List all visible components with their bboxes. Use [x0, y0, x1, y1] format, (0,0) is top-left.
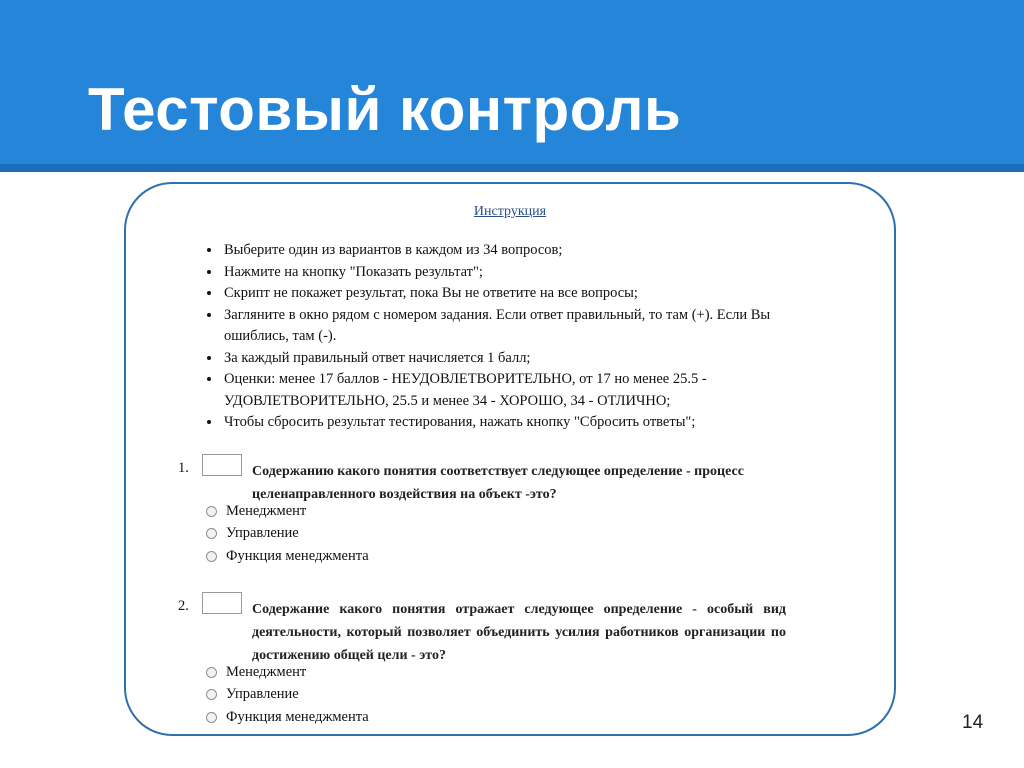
- question-text: Содержанию какого понятия соответствует следующее определение - процесс целенаправленного воздействия на объект -это?: [252, 464, 744, 502]
- answer-option[interactable]: [206, 706, 369, 729]
- instruction-item: • Оценки: менее 17 баллов - НЕУДОВЛЕТВОРИТЕЛЬНО, от 17 но менее 25.5 - УДОВЛЕТВОРИТЕЛЬНО, 25.5 и менее 34 - ХОРОШО, 34 - ОТЛИЧНО;: [222, 369, 832, 412]
- instruction-item: • За каждый правильный ответ начисляется 1 балл;: [222, 348, 832, 370]
- radio-button[interactable]: [206, 689, 217, 700]
- answer-option[interactable]: [206, 661, 369, 684]
- instructions-list: [204, 240, 832, 434]
- instruction-item: • Нажмите на кнопку "Показать результат";: [222, 262, 832, 284]
- answer-result-box: [202, 454, 242, 476]
- answer-result-box: [202, 592, 242, 614]
- answer-option[interactable]: [206, 500, 369, 523]
- option-label: Функция менеджмента: [226, 547, 369, 564]
- option-label: Менеджмент: [226, 502, 307, 519]
- answer-options: [206, 661, 369, 729]
- option-label: Менеджмент: [226, 663, 307, 680]
- header-divider: [0, 164, 1024, 172]
- radio-button[interactable]: [206, 506, 217, 517]
- radio-button[interactable]: [206, 551, 217, 562]
- test-page: [126, 184, 894, 734]
- page-number: 14: [962, 712, 984, 733]
- radio-button[interactable]: [206, 667, 217, 678]
- option-label: Управление: [226, 686, 299, 703]
- answer-option[interactable]: [206, 523, 369, 546]
- answer-options: [206, 500, 369, 568]
- answer-option[interactable]: [206, 545, 369, 568]
- question-number: 2.: [178, 598, 189, 614]
- instructions-link[interactable]: Инструкция: [473, 204, 547, 219]
- question-number: 1.: [178, 460, 189, 476]
- option-label: Управление: [226, 525, 299, 542]
- instruction-item: • Выберите один из вариантов в каждом из 34 вопросов;: [222, 240, 832, 262]
- test-screenshot-frame: [124, 182, 896, 736]
- instruction-item: • Скрипт не покажет результат, пока Вы не ответите на все вопросы;: [222, 283, 832, 305]
- instruction-item: • Загляните в окно рядом с номером задания. Если ответ правильный, то там (+). Если Вы ошиблись, там (-).: [222, 305, 832, 348]
- option-label: Функция менеджмента: [226, 708, 369, 725]
- radio-button[interactable]: [206, 528, 217, 539]
- instruction-item: • Чтобы сбросить результат тестирования, нажать кнопку "Сбросить ответы";: [222, 412, 832, 434]
- answer-option[interactable]: [206, 684, 369, 707]
- question-text: Содержание какого понятия отражает следующее определение - особый вид деятельности, который позволяет объединить усилия работников организации по достижению общей цели - это?: [252, 602, 786, 663]
- slide-title: Тестовый контроль: [88, 76, 682, 143]
- radio-button[interactable]: [206, 712, 217, 723]
